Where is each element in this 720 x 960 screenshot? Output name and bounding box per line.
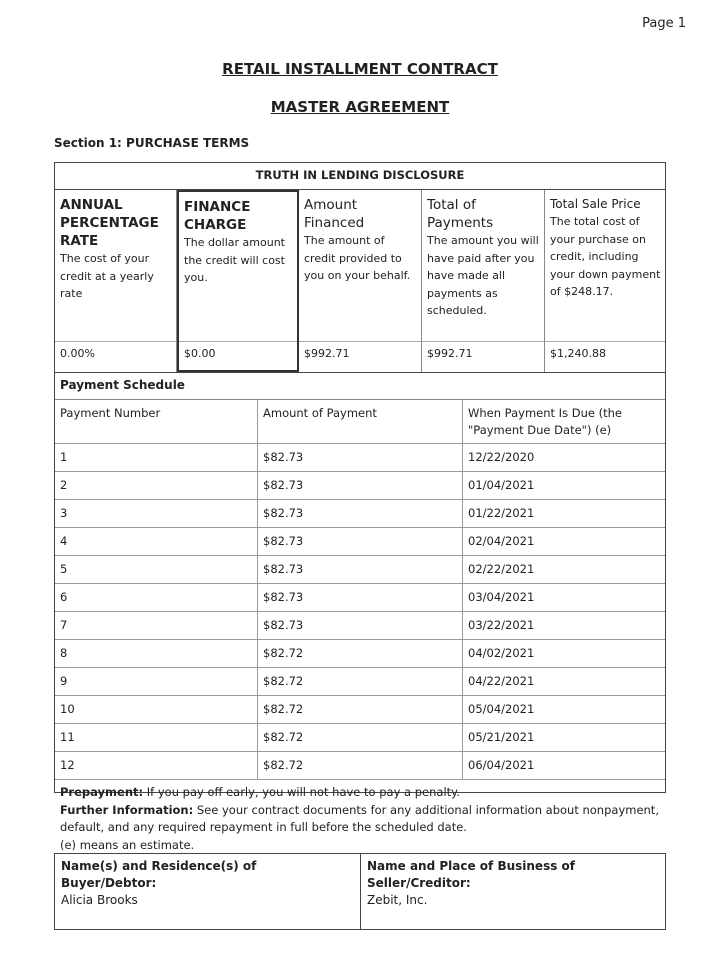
- total-sale-price-value: $1,240.88: [550, 347, 606, 360]
- apr-column: [55, 190, 177, 372]
- payment-number-cell: 6: [55, 584, 258, 611]
- payment-due-date-cell: 05/21/2021: [468, 730, 535, 744]
- parties-box: [54, 853, 666, 930]
- amount-financed-value: $992.71: [304, 347, 350, 360]
- payment-amount-cell: $82.72: [258, 752, 463, 779]
- truth-in-lending-box: [54, 162, 666, 852]
- payment-amount-cell: $82.72: [258, 696, 463, 723]
- tila-heading: TRUTH IN LENDING DISCLOSURE: [55, 163, 665, 190]
- payment-number-cell: 2: [55, 472, 258, 499]
- payment-due-date-cell: 04/22/2021: [468, 674, 535, 688]
- page-number: Page 1: [642, 16, 686, 31]
- total-sale-price-title: Total Sale Price: [550, 197, 641, 211]
- buyer-heading: Name(s) and Residence(s) of Buyer/Debtor:: [61, 859, 257, 890]
- seller-heading: Name and Place of Business of Seller/Creditor:: [367, 859, 576, 890]
- payment-amount-cell: $82.73: [258, 500, 463, 527]
- table-row: [55, 528, 665, 556]
- seller-cell: [361, 854, 665, 929]
- apr-title: ANNUAL PERCENTAGE RATE: [60, 197, 159, 249]
- header-due-date: When Payment Is Due (the "Payment Due Date") (e): [468, 406, 622, 437]
- document-title: RETAIL INSTALLMENT CONTRACT: [222, 60, 498, 78]
- prepayment-label: Prepayment:: [60, 785, 144, 799]
- total-payments-column: [422, 190, 545, 372]
- prepayment-text: If you pay off early, you will not have to pay a penalty.: [143, 785, 460, 799]
- seller-name: Zebit, Inc.: [367, 893, 428, 907]
- section-heading: Section 1: PURCHASE TERMS: [54, 136, 250, 150]
- payment-number-cell: 3: [55, 500, 258, 527]
- finance-charge-description: The dollar amount the credit will cost you.: [184, 236, 285, 284]
- payment-amount-cell: $82.73: [258, 528, 463, 555]
- buyer-cell: [55, 854, 361, 929]
- finance-charge-value: $0.00: [184, 347, 216, 360]
- further-info-note: [60, 802, 660, 837]
- total-payments-description: The amount you will have paid after you have made all payments as scheduled.: [427, 234, 539, 317]
- estimate-note: (e) means an estimate.: [60, 837, 195, 852]
- header-amount: Amount of Payment: [258, 400, 463, 443]
- table-row: [55, 696, 665, 724]
- table-row: [55, 752, 665, 780]
- amount-financed-column: [299, 190, 422, 372]
- table-row: [55, 472, 665, 500]
- payment-due-date-cell: 01/04/2021: [468, 478, 535, 492]
- table-row: [55, 444, 665, 472]
- disclosure-row: [55, 190, 665, 373]
- table-row: [55, 668, 665, 696]
- total-sale-price-column: [545, 190, 665, 372]
- payment-number-cell: 9: [55, 668, 258, 695]
- payment-due-date-cell: 02/22/2021: [468, 562, 535, 576]
- payment-due-date-cell: 03/22/2021: [468, 618, 535, 632]
- total-sale-price-description: The total cost of your purchase on credit, including your down payment of $248.17.: [550, 215, 661, 298]
- apr-value: 0.00%: [60, 347, 95, 360]
- table-row: [55, 556, 665, 584]
- table-row: [55, 500, 665, 528]
- payment-number-cell: 7: [55, 612, 258, 639]
- table-row: [55, 640, 665, 668]
- payment-amount-cell: $82.72: [258, 640, 463, 667]
- payment-due-date-cell: 02/04/2021: [468, 534, 535, 548]
- table-row: [55, 724, 665, 752]
- finance-charge-title: FINANCE CHARGE: [184, 199, 251, 233]
- amount-financed-title: Amount Financed: [304, 197, 365, 231]
- payment-due-date-cell: 06/04/2021: [468, 758, 535, 772]
- apr-description: The cost of your credit at a yearly rate: [60, 252, 154, 300]
- payment-due-date-cell: 03/04/2021: [468, 590, 535, 604]
- payment-due-date-cell: 04/02/2021: [468, 646, 535, 660]
- payment-number-cell: 12: [55, 752, 258, 779]
- finance-charge-column: [177, 190, 299, 372]
- payment-amount-cell: $82.73: [258, 584, 463, 611]
- prepayment-note: [60, 784, 660, 802]
- header-payment-number: Payment Number: [55, 400, 258, 443]
- payment-amount-cell: $82.73: [258, 556, 463, 583]
- document-subtitle: MASTER AGREEMENT: [270, 98, 450, 116]
- payment-due-date-cell: 01/22/2021: [468, 506, 535, 520]
- notes-block: [55, 780, 665, 854]
- table-row: [55, 584, 665, 612]
- buyer-name: Alicia Brooks: [61, 893, 138, 907]
- further-info-text: See your contract documents for any additional information about nonpayment, default, and any required repayment in full before the scheduled date.: [60, 802, 659, 834]
- payment-number-cell: 1: [55, 444, 258, 471]
- payment-amount-cell: $82.73: [258, 444, 463, 471]
- payment-number-cell: 10: [55, 696, 258, 723]
- table-row: [55, 612, 665, 640]
- payment-number-cell: 11: [55, 724, 258, 751]
- payment-number-cell: 4: [55, 528, 258, 555]
- amount-financed-description: The amount of credit provided to you on your behalf.: [304, 234, 411, 282]
- payment-amount-cell: $82.73: [258, 472, 463, 499]
- payment-amount-cell: $82.72: [258, 724, 463, 751]
- total-payments-title: Total of Payments: [427, 197, 494, 231]
- schedule-header-row: [55, 400, 665, 444]
- payment-due-date-cell: 12/22/2020: [468, 450, 535, 464]
- further-info-label: Further Information:: [60, 802, 194, 817]
- payment-number-cell: 5: [55, 556, 258, 583]
- payment-schedule-label: Payment Schedule: [55, 373, 665, 400]
- payment-amount-cell: $82.73: [258, 612, 463, 639]
- payment-amount-cell: $82.72: [258, 668, 463, 695]
- total-payments-value: $992.71: [427, 347, 473, 360]
- payment-number-cell: 8: [55, 640, 258, 667]
- payment-due-date-cell: 05/04/2021: [468, 702, 535, 716]
- schedule-rows: [55, 444, 665, 780]
